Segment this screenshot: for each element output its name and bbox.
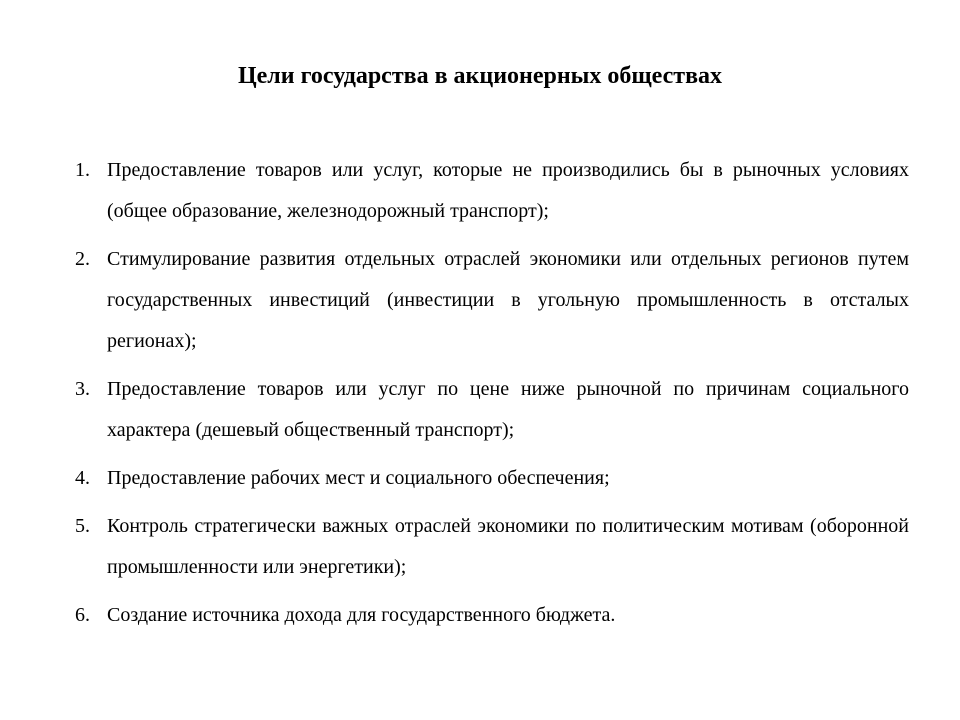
slide-title: Цели государства в акционерных обществах	[237, 63, 723, 89]
list-item	[75, 458, 909, 499]
item-number: 3.	[75, 378, 90, 400]
list-item	[75, 506, 909, 588]
item-number: 2.	[75, 248, 90, 270]
list-item	[75, 369, 909, 451]
item-text: Предоставление товаров или услуг, которые не производились бы в рыночных условиях (общее образование, железнодорожный транспорт);	[107, 159, 909, 222]
item-number: 1.	[75, 159, 90, 181]
item-text: Стимулирование развития отдельных отраслей экономики или отдельных регионов путем государственных инвестиций (инвестиции в угольную промышленность в отсталых регионах);	[107, 248, 909, 352]
item-number: 4.	[75, 467, 90, 489]
list-item	[75, 595, 909, 636]
item-text: Контроль стратегически важных отраслей экономики по политическим мотивам (оборонной промышленности или энергетики);	[107, 515, 909, 578]
list-item	[75, 150, 909, 232]
item-number: 6.	[75, 604, 90, 626]
list-item	[75, 239, 909, 362]
goals-list	[75, 150, 909, 643]
item-number: 5.	[75, 515, 90, 537]
item-text: Предоставление товаров или услуг по цене ниже рыночной по причинам социального характера (дешевый общественный транспорт);	[107, 378, 909, 441]
item-text: Предоставление рабочих мест и социального обеспечения;	[107, 467, 610, 489]
item-text: Создание источника дохода для государственного бюджета.	[107, 604, 616, 626]
